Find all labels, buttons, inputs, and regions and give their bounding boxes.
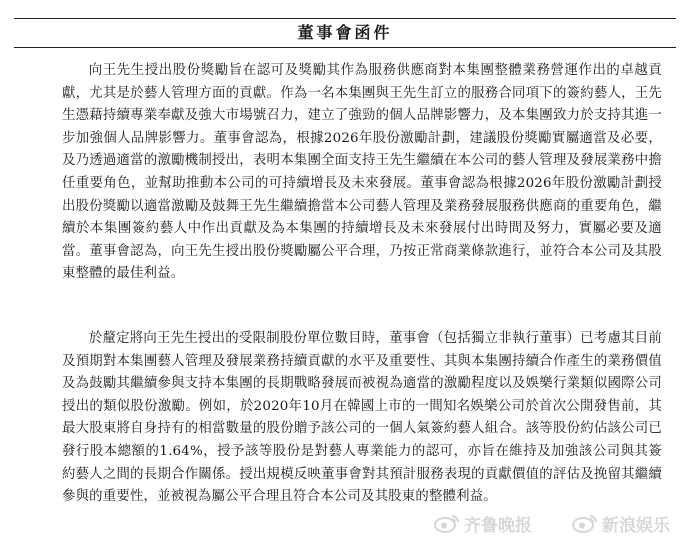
watermark-sina — [571, 510, 670, 536]
watermark-qilu — [433, 510, 532, 536]
weibo-icon — [433, 513, 461, 533]
body-paragraph-2: 於釐定將向王先生授出的受限制股份單位數目時，董事會（包括獨立非執行董事）已考慮其目前及預期對本集團藝人管理及發展業務持續貢獻的水平及重要性、其與本集團持續合作產生的業務價值及為鼓勵其繼續參與支持本集團的長期戰略發展而被視為適當的激勵程度以及娛樂行業類似國際公司授出的類似股份激勵。例如，於2020年10月在韓國上市的一間知名娛樂公司於首次公開發售前，其最大股東將自身持有的相當數量的股份贈予該公司的一個人氣簽約藝人組合。該等股份約佔該公司已發行股本總額的1.64%，授予該等股份是對藝人專業能力的認可，亦旨在維持及加強該公司與其簽約藝人之間的長期合作關係。授出規模反映董事會對其預計服務表現的貢獻價值的評估及挽留其繼續參與的重要性，並被視為屬公平合理且符合本公司及其股東的整體利益。 — [62, 331, 662, 505]
header-bottom-rule — [14, 47, 676, 48]
weibo-icon — [571, 513, 599, 533]
page-title: 董事會函件 — [297, 23, 393, 42]
body-paragraph-1: 向王先生授出股份獎勵旨在認可及獎勵其作為服務供應商對本集團整體業務營運作出的卓越貢獻，尤其是於藝人管理方面的貢獻。作為一名本集團與王先生訂立的服務合同項下的簽約藝人，王先生憑藉持續專業奉獻及強大市場號召力，建立了強勁的個人品牌影響力，及本集團致力於支持其進一步加強個人品牌影響力。董事會認為，根據2026年股份激勵計劃，建議股份獎勵實屬適當及必要，及乃透過適當的激勵機制授出，表明本集團全面支持王先生繼續在本公司的藝人管理及發展業務中擔任重要角色，並幫助推動本公司的可持續增長及未來發展。董事會認為根據2026年股份激勵計劃授出股份獎勵以適當激勵及鼓舞王先生繼續擔當本公司藝人管理及業務發展服務供應商的重要角色，繼續於本集團簽約藝人中作出貢獻及為本集團的持續增長及未來發展付出時間及努力，實屬必要及適當。董事會認為，向王先生授出股份獎勵屬公平合理，乃按正常商業條款進行，並符合本公司及其股東整體的最佳利益。 — [62, 63, 662, 282]
watermark-qilu-text: 齐鲁晚报 — [464, 515, 532, 536]
watermark-sina-text: 新浪娱乐 — [602, 515, 670, 536]
header-top-rule — [14, 18, 676, 19]
